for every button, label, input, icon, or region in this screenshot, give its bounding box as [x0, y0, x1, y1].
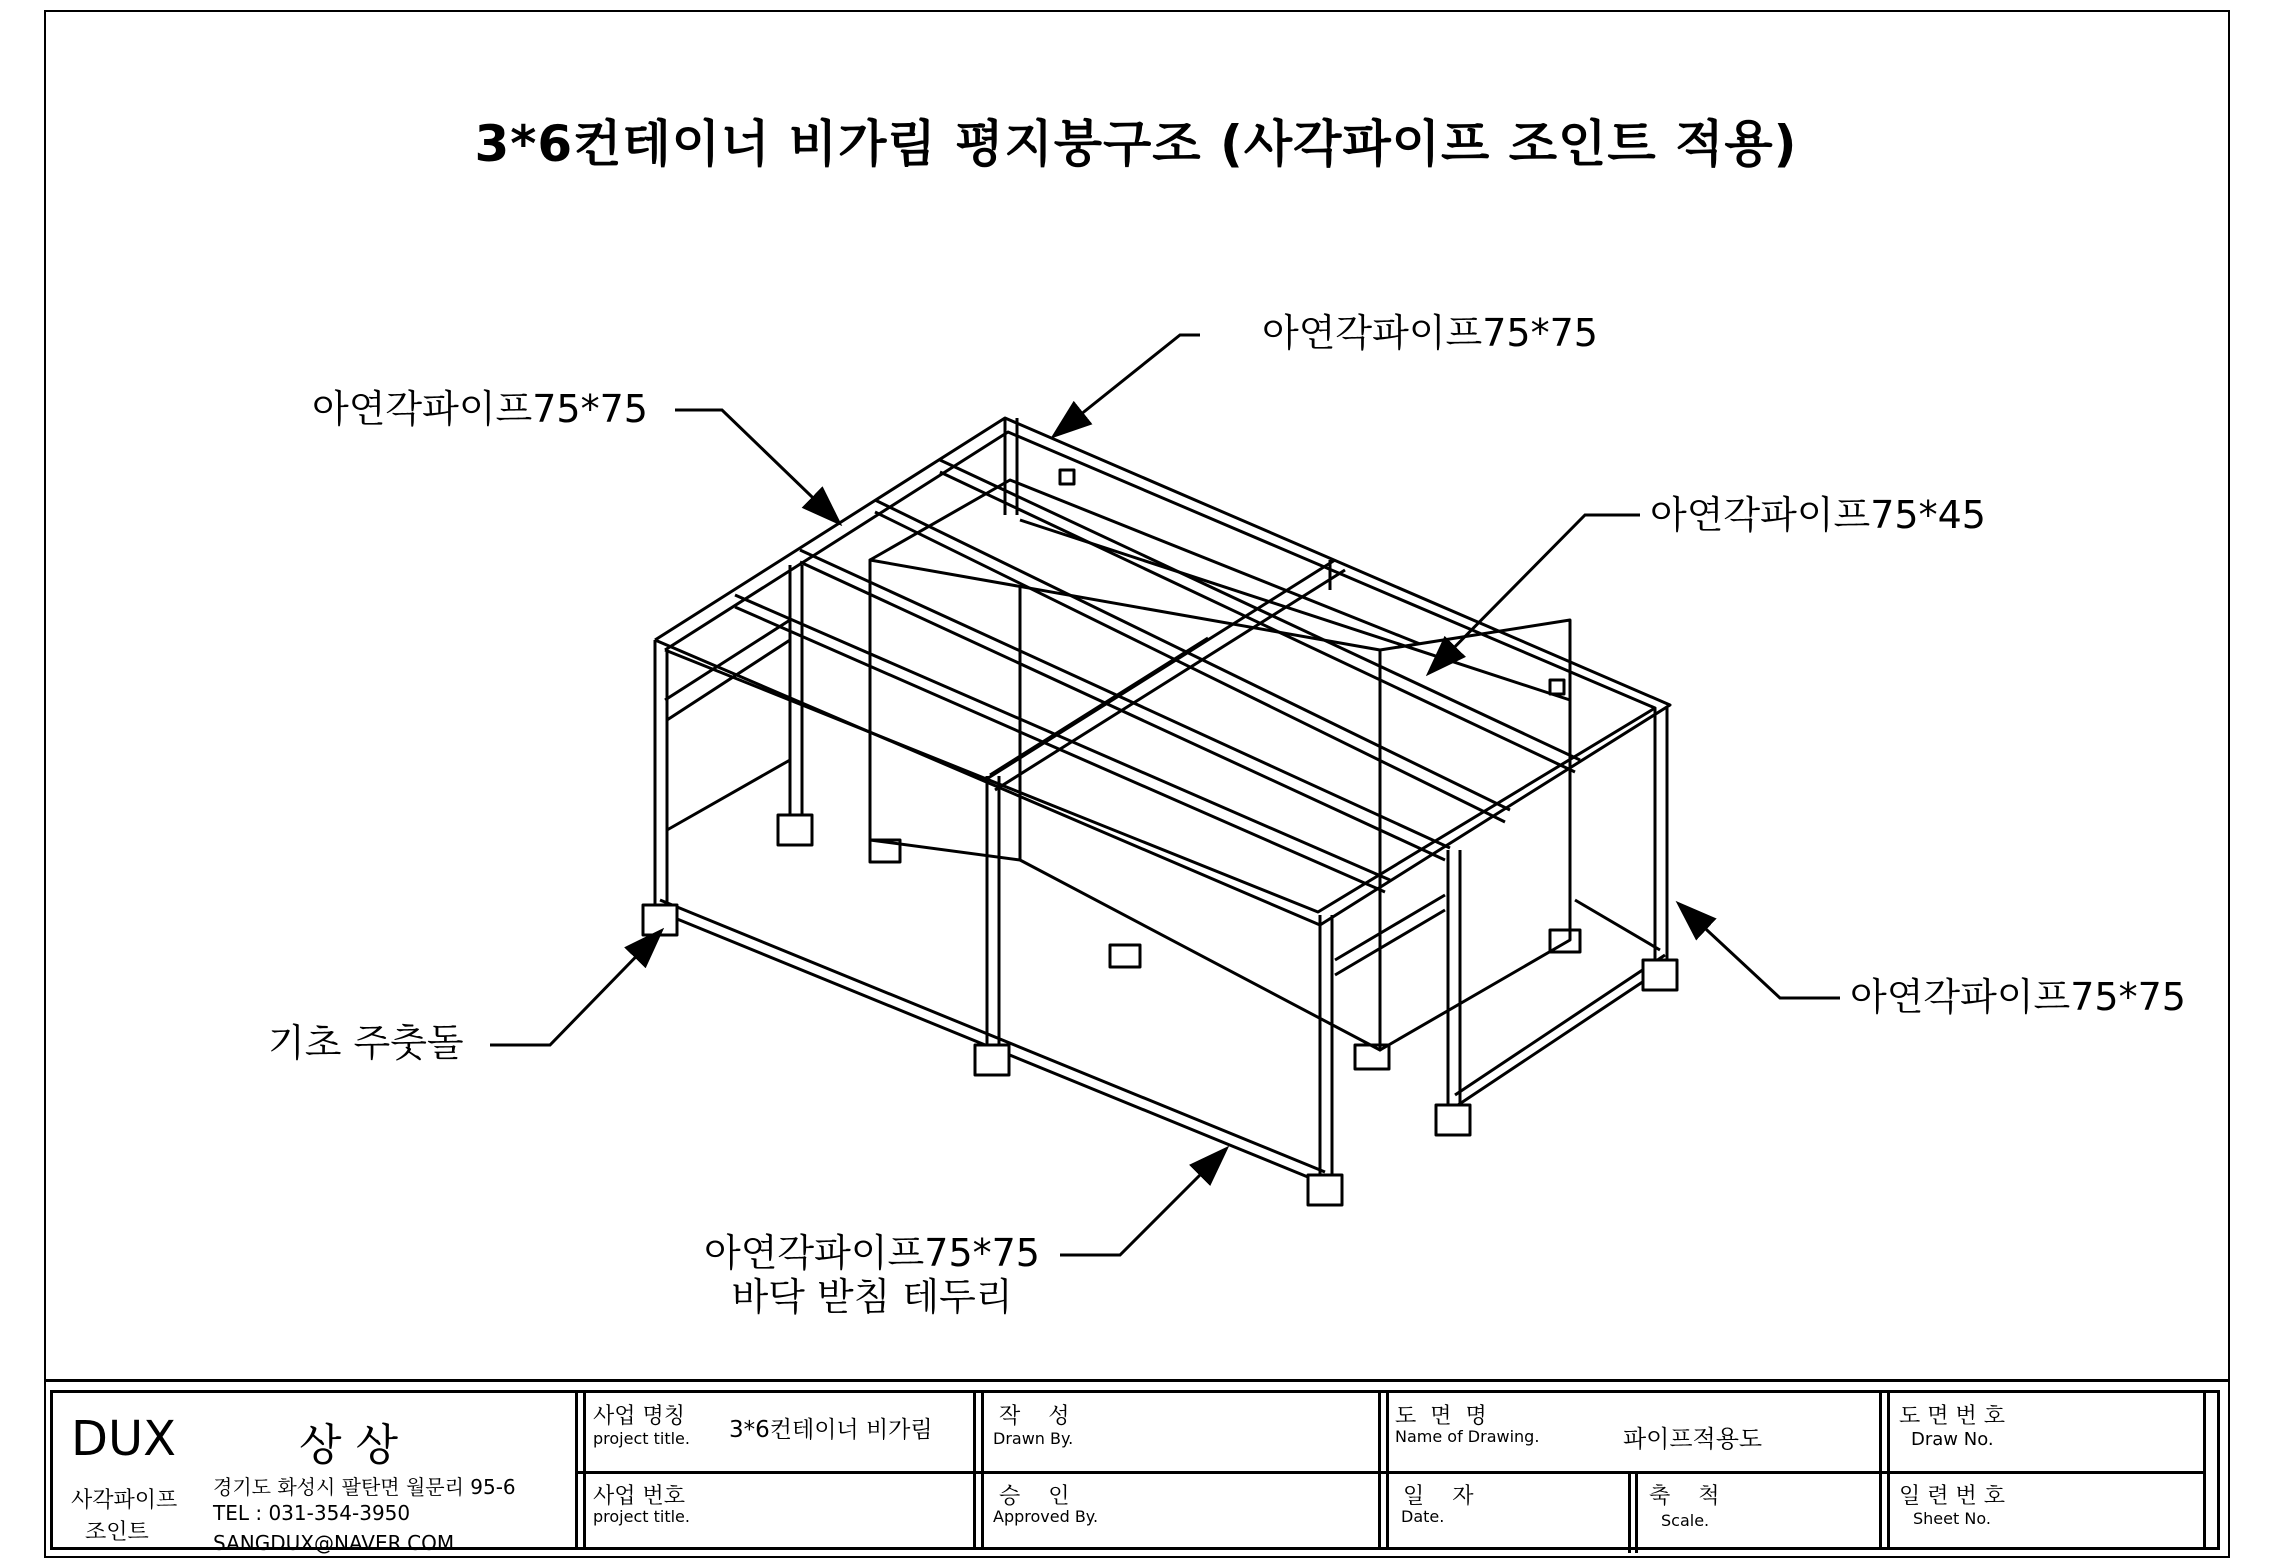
date-label: 일 자	[1403, 1484, 1474, 1509]
approved-by-label: 승 인	[999, 1484, 1070, 1509]
company-name: 상 상	[299, 1420, 398, 1471]
project-name-value: 3*6컨테이너 비가림	[729, 1417, 933, 1443]
callout-top-left: 아연각파이프75*75	[312, 387, 648, 431]
callout-right-upper: 아연각파이프75*45	[1650, 493, 1986, 537]
callout-left-lower: 기초 주춧돌	[268, 1021, 464, 1065]
title-block-grid	[50, 1390, 2220, 1555]
sheet-no-label: 일 련 번 호	[1899, 1484, 2005, 1509]
drawing-name-value: 파이프적용도	[1623, 1425, 1763, 1453]
scale-label: 축 척	[1649, 1484, 1720, 1509]
drawn-by-sub: Drawn By.	[993, 1429, 1074, 1448]
callout-top-center: 아연각파이프75*75	[1262, 311, 1598, 355]
project-no-sub: project title.	[593, 1507, 690, 1526]
callout-bottom-line2: 바닥 받침 테두리	[731, 1274, 1013, 1319]
project-no-label: 사업 번호	[593, 1484, 686, 1509]
drawing-name-sub: Name of Drawing.	[1395, 1427, 1540, 1446]
drawing-name-label: 도 면 명	[1395, 1404, 1487, 1429]
company-line1: 사각파이프	[71, 1488, 178, 1513]
scale-sub: Scale.	[1661, 1511, 1710, 1530]
company-email: SANGDUX@NAVER.COM	[213, 1531, 455, 1555]
drawn-by-label: 작 성	[999, 1404, 1070, 1429]
approved-by-sub: Approved By.	[993, 1507, 1099, 1526]
draw-no-label: 도 면 번 호	[1899, 1404, 2005, 1429]
title-block	[44, 1379, 2230, 1557]
date-sub: Date.	[1401, 1507, 1445, 1526]
company-brand: DUX	[71, 1411, 176, 1467]
draw-no-sub: Draw No.	[1911, 1429, 1994, 1450]
drawing-title: 3*6컨테이너 비가림 평지붕구조 (사각파이프 조인트 적용)	[474, 115, 1798, 173]
company-address: 경기도 화성시 팔탄면 월문리 95-6	[213, 1475, 516, 1499]
sheet-no-sub: Sheet No.	[1913, 1509, 1991, 1528]
callout-right-lower: 아연각파이프75*75	[1850, 975, 2186, 1019]
project-name-sub: project title.	[593, 1429, 690, 1448]
company-tel: TEL : 031-354-3950	[213, 1501, 411, 1525]
company-line2: 조인트	[85, 1520, 149, 1545]
callout-bottom-line1: 아연각파이프75*75	[704, 1231, 1040, 1275]
callout-bottom	[692, 1232, 1052, 1319]
project-name-label: 사업 명칭	[593, 1404, 686, 1429]
